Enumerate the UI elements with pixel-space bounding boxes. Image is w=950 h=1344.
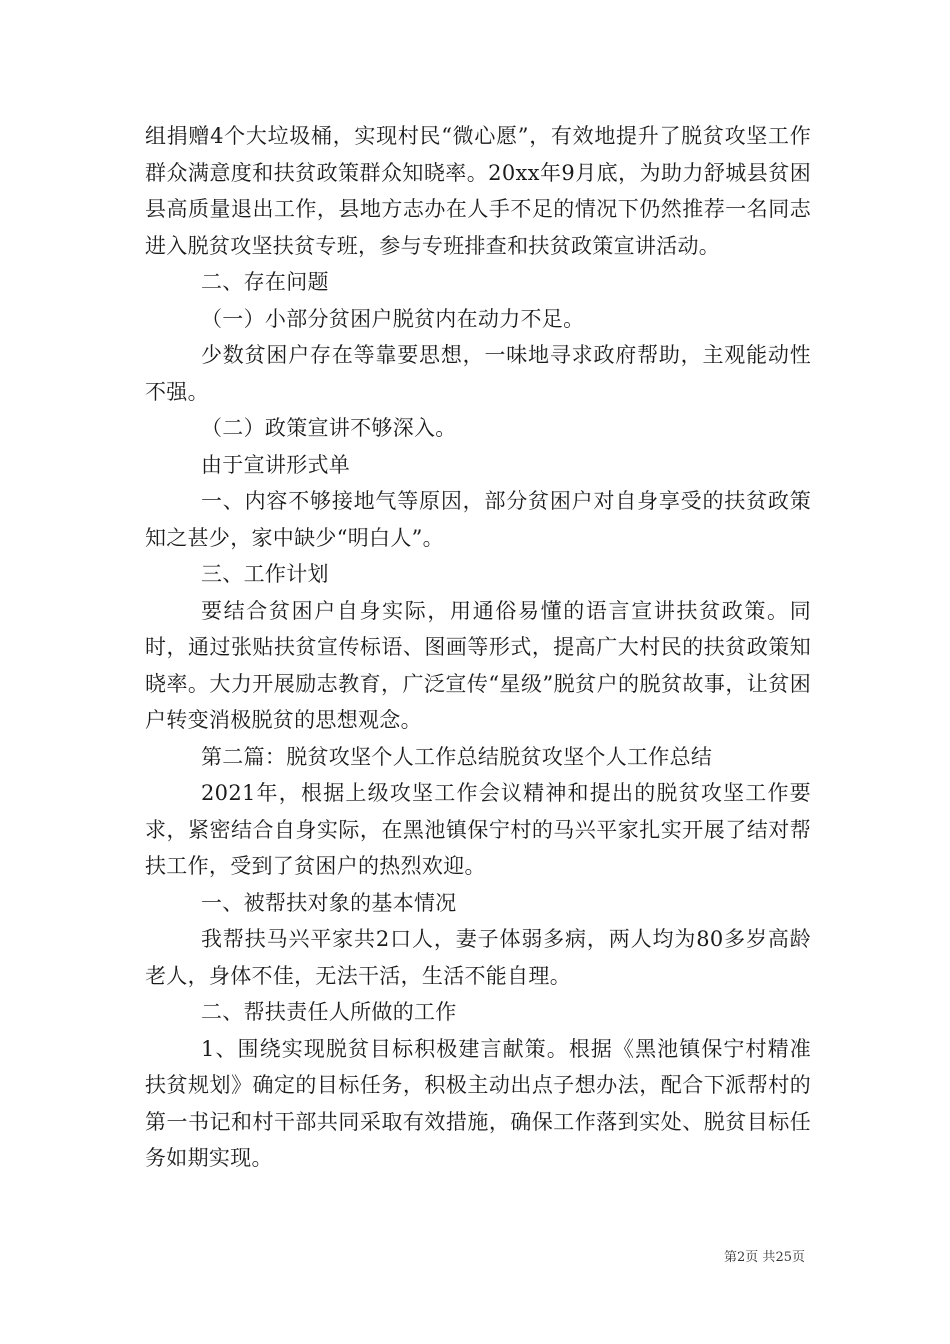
footer-middle: 页 共	[745, 1250, 776, 1265]
heading-existing-problems: 二、存在问题	[201, 270, 329, 294]
footer-prefix: 第	[724, 1250, 738, 1265]
paragraph-problem-2-b: 一、内容不够接地气等原因，部分贫困户对自身享受的扶贫政策知之甚少，家中缺少“明白人”。	[145, 489, 811, 550]
paragraph-work-plan: 要结合贫困户自身实际，用通俗易懂的语言宣讲扶贫政策。同时，通过张贴扶贫宣传标语、图画等形式，提高广大村民的扶贫政策知晓率。大力开展励志教育，广泛宣传“星级”脱贫户的脱贫故事，让贫困户转变消极脱贫的思想观念。	[145, 598, 811, 732]
paragraph-beneficiary-info: 我帮扶马兴平家共2口人，妻子体弱多病，两人均为80多岁高龄老人，身体不佳，无法干活，生活不能自理。	[145, 927, 811, 988]
page-footer	[724, 1246, 805, 1265]
heading-second-article: 第二篇：脱贫攻坚个人工作总结脱贫攻坚个人工作总结	[201, 744, 713, 769]
paragraph-2021-summary: 2021年，根据上级攻坚工作会议精神和提出的脱贫攻坚工作要求，紧密结合自身实际，在黑池镇保宁村的马兴平家扎实开展了结对帮扶工作，受到了贫困户的热烈欢迎。	[145, 781, 811, 878]
footer-total-pages: 25	[775, 1250, 792, 1265]
footer-current-page: 2	[737, 1250, 746, 1265]
heading-beneficiary-info: 一、被帮扶对象的基本情况	[201, 890, 457, 915]
paragraph-1: 组捐赠4个大垃圾桶，实现村民“微心愿”，有效地提升了脱贫攻坚工作群众满意度和扶贫政策群众知晓率。20xx年9月底，为助力舒城县贫困县高质量退出工作，县地方志办在人手不足的情况下仍然推荐一名同志进入脱贫攻坚扶贫专班，参与专班排查和扶贫政策宣讲活动。	[145, 124, 811, 258]
subheading-problem-1: （一）小部分贫困户脱贫内在动力不足。	[201, 306, 585, 331]
heading-work-plan: 三、工作计划	[201, 562, 329, 586]
paragraph-problem-2-a: 由于宣讲形式单	[201, 452, 351, 477]
paragraph-problem-1: 少数贫困户存在等靠要思想，一味地寻求政府帮助，主观能动性不强。	[145, 343, 811, 404]
document-body	[145, 118, 811, 1177]
subheading-problem-2: （二）政策宣讲不够深入。	[201, 416, 457, 440]
paragraph-responsible-work-1: 1、围绕实现脱贫目标积极建言献策。根据《黑池镇保宁村精准扶贫规划》确定的目标任务，积极主动出点子想办法，配合下派帮村的第一书记和村干部共同采取有效措施，确保工作落到实处、脱贫目标任务如期实现。	[145, 1036, 811, 1170]
footer-suffix: 页	[791, 1250, 805, 1265]
heading-responsible-work: 二、帮扶责任人所做的工作	[201, 1000, 457, 1024]
